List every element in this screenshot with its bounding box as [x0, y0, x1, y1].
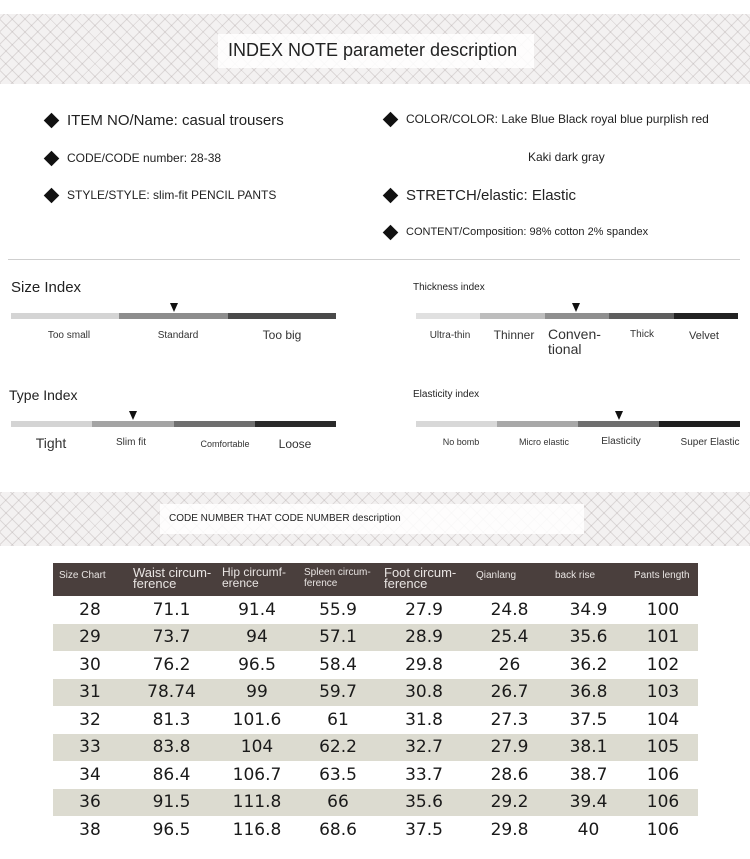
- size-label-too-small: Too small: [47, 330, 91, 341]
- table-cell: 111.8: [216, 789, 298, 817]
- type-index-title: Type Index: [9, 387, 78, 403]
- table-cell: 28.6: [490, 764, 529, 785]
- table-row: [53, 761, 698, 789]
- table-cell: 106: [646, 819, 680, 840]
- thickness-label-ultra-thin: Ultra-thin: [429, 330, 471, 341]
- table-cell: 86.4: [152, 764, 191, 785]
- elasticity-label-no-bomb: No bomb: [442, 437, 480, 447]
- table-cell: 33: [53, 734, 127, 762]
- table-cell: 30.8: [378, 679, 470, 707]
- size-label-too-big: Too big: [262, 328, 302, 342]
- table-cell: 29.2: [470, 789, 549, 817]
- elasticity-label-elasticity: Elasticity: [601, 436, 641, 447]
- table-cell: 106.7: [232, 764, 282, 785]
- size-index-bar: [11, 313, 336, 319]
- table-cell: 73.7: [127, 624, 216, 652]
- table-cell: 26: [498, 654, 521, 675]
- table-cell: 27.3: [490, 709, 529, 730]
- table-cell: 29.8: [405, 654, 443, 675]
- table-cell: 66: [298, 789, 378, 817]
- header-spleen: Spleen circum- ference: [298, 563, 378, 596]
- table-cell: 81.3: [152, 709, 191, 730]
- type-index-bar: [11, 421, 336, 427]
- table-cell: 106: [646, 764, 680, 785]
- size-chart-title: CODE NUMBER THAT CODE NUMBER description: [169, 513, 401, 524]
- table-cell: 38.7: [569, 764, 608, 785]
- table-cell: 104: [216, 734, 298, 762]
- header-size-chart: Size Chart: [53, 563, 127, 596]
- table-row: [53, 596, 698, 624]
- table-cell: 106: [628, 789, 698, 817]
- size-chart-band: [0, 492, 750, 546]
- elasticity-index-title: Elasticity index: [413, 389, 480, 400]
- header-back-rise: back rise: [549, 563, 628, 596]
- elasticity-index-bar: [416, 421, 740, 427]
- diamond-bullet-icon: [44, 150, 60, 166]
- table-cell: 34: [79, 764, 101, 785]
- size-chart-header-row: [53, 563, 698, 596]
- table-cell: 29.8: [490, 819, 529, 840]
- header-foot: Foot circum- ference: [378, 563, 470, 596]
- table-cell: 58.4: [319, 654, 357, 675]
- table-cell: 55.9: [319, 599, 357, 620]
- thickness-index-title: Thickness index: [413, 282, 485, 293]
- table-cell: 26.7: [470, 679, 549, 707]
- param-style-text: STYLE/STYLE: slim-fit PENCIL PANTS: [67, 188, 277, 202]
- table-cell: 99: [216, 679, 298, 707]
- param-style: [46, 188, 276, 202]
- table-cell: 104: [646, 709, 680, 730]
- table-cell: 31: [53, 679, 127, 707]
- table-cell: 116.8: [232, 819, 282, 840]
- thickness-label-thinner: Thinner: [493, 328, 535, 342]
- table-cell: 27.9: [470, 734, 549, 762]
- table-cell: 25.4: [470, 624, 549, 652]
- param-item: [46, 112, 284, 129]
- table-cell: 71.1: [152, 599, 191, 620]
- param-content: [385, 226, 648, 238]
- table-cell: 24.8: [490, 599, 529, 620]
- header-band: [0, 14, 750, 84]
- table-cell: 63.5: [319, 764, 357, 785]
- elasticity-index-marker-icon: [615, 411, 623, 420]
- table-cell: 100: [646, 599, 680, 620]
- table-cell: 61: [327, 709, 349, 730]
- table-cell: 29: [53, 624, 127, 652]
- divider: [8, 259, 740, 260]
- size-index-title: Size Index: [11, 279, 82, 296]
- table-cell: 36.2: [569, 654, 608, 675]
- table-cell: 30: [79, 654, 101, 675]
- table-cell: 27.9: [405, 599, 443, 620]
- table-cell: 35.6: [378, 789, 470, 817]
- table-cell: 96.5: [238, 654, 276, 675]
- param-code-text: CODE/CODE number: 28-38: [67, 151, 222, 165]
- table-row: [53, 789, 698, 817]
- table-cell: 37.5: [405, 819, 443, 840]
- table-cell: 78.74: [127, 679, 216, 707]
- table-row: [53, 679, 698, 707]
- type-label-tight: Tight: [35, 435, 67, 451]
- param-stretch: [385, 187, 576, 204]
- header-waist: Waist circum- ference: [127, 563, 216, 596]
- param-stretch-text: STRETCH/elastic: Elastic: [406, 187, 577, 204]
- type-label-comfortable: Comfortable: [200, 439, 250, 449]
- elasticity-label-super-elastic: Super Elastic: [680, 437, 740, 448]
- diamond-bullet-icon: [44, 187, 60, 203]
- type-index-marker-icon: [129, 411, 137, 420]
- table-cell: 40: [577, 819, 600, 840]
- type-label-loose: Loose: [278, 437, 312, 451]
- header-pants-length: Pants length: [628, 563, 698, 596]
- table-cell: 102: [646, 654, 680, 675]
- param-item-text: ITEM NO/Name: casual trousers: [67, 112, 284, 129]
- table-cell: 105: [628, 734, 698, 762]
- table-row: [53, 651, 698, 679]
- param-color-cont-text: Kaki dark gray: [528, 150, 605, 164]
- table-row: [53, 816, 698, 844]
- size-index-marker-icon: [170, 303, 178, 312]
- header-hip: Hip circumf- erence: [216, 563, 298, 596]
- table-cell: 91.4: [238, 599, 276, 620]
- table-cell: 32.7: [378, 734, 470, 762]
- table-cell: 36.8: [549, 679, 628, 707]
- table-cell: 28: [79, 599, 101, 620]
- thickness-index-bar: [416, 313, 738, 319]
- table-cell: 101.6: [232, 709, 282, 730]
- table-cell: 32: [79, 709, 101, 730]
- header-qianlang: Qianlang: [470, 563, 549, 596]
- param-color-cont: [528, 150, 605, 164]
- size-label-standard: Standard: [157, 330, 199, 341]
- param-code: [46, 151, 221, 165]
- elasticity-label-micro-elastic: Micro elastic: [518, 437, 569, 447]
- table-cell: 28.9: [378, 624, 470, 652]
- diamond-bullet-icon: [44, 113, 60, 129]
- type-label-slim-fit: Slim fit: [116, 437, 146, 448]
- diamond-bullet-icon: [383, 188, 399, 204]
- table-cell: 39.4: [549, 789, 628, 817]
- table-cell: 94: [216, 624, 298, 652]
- table-cell: 34.9: [569, 599, 608, 620]
- thickness-index-marker-icon: [572, 303, 580, 312]
- param-color: [385, 112, 709, 126]
- thickness-label-velvet: Velvet: [689, 330, 719, 342]
- table-cell: 96.5: [152, 819, 191, 840]
- table-cell: 68.6: [319, 819, 357, 840]
- table-cell: 103: [628, 679, 698, 707]
- table-cell: 76.2: [152, 654, 191, 675]
- table-row: [53, 734, 698, 762]
- table-row: [53, 706, 698, 734]
- table-cell: 83.8: [127, 734, 216, 762]
- page-title: INDEX NOTE parameter description: [228, 40, 518, 60]
- thickness-label-thick: Thick: [630, 329, 654, 340]
- table-cell: 101: [628, 624, 698, 652]
- table-cell: 91.5: [127, 789, 216, 817]
- table-cell: 62.2: [298, 734, 378, 762]
- table-cell: 57.1: [298, 624, 378, 652]
- table-cell: 59.7: [298, 679, 378, 707]
- param-color-text: COLOR/COLOR: Lake Blue Black royal blue purplish red: [406, 112, 709, 126]
- table-cell: 35.6: [549, 624, 628, 652]
- table-cell: 33.7: [405, 764, 443, 785]
- table-cell: 31.8: [405, 709, 443, 730]
- thickness-label-conventional: Conven- tional: [548, 326, 601, 357]
- diamond-bullet-icon: [383, 224, 399, 240]
- table-cell: 38.1: [549, 734, 628, 762]
- table-cell: 36: [53, 789, 127, 817]
- table-cell: 38: [79, 819, 101, 840]
- table-cell: 37.5: [569, 709, 608, 730]
- diamond-bullet-icon: [383, 111, 399, 127]
- size-chart-table: [53, 563, 698, 844]
- param-content-text: CONTENT/Composition: 98% cotton 2% spandex: [406, 226, 649, 238]
- table-row: [53, 624, 698, 652]
